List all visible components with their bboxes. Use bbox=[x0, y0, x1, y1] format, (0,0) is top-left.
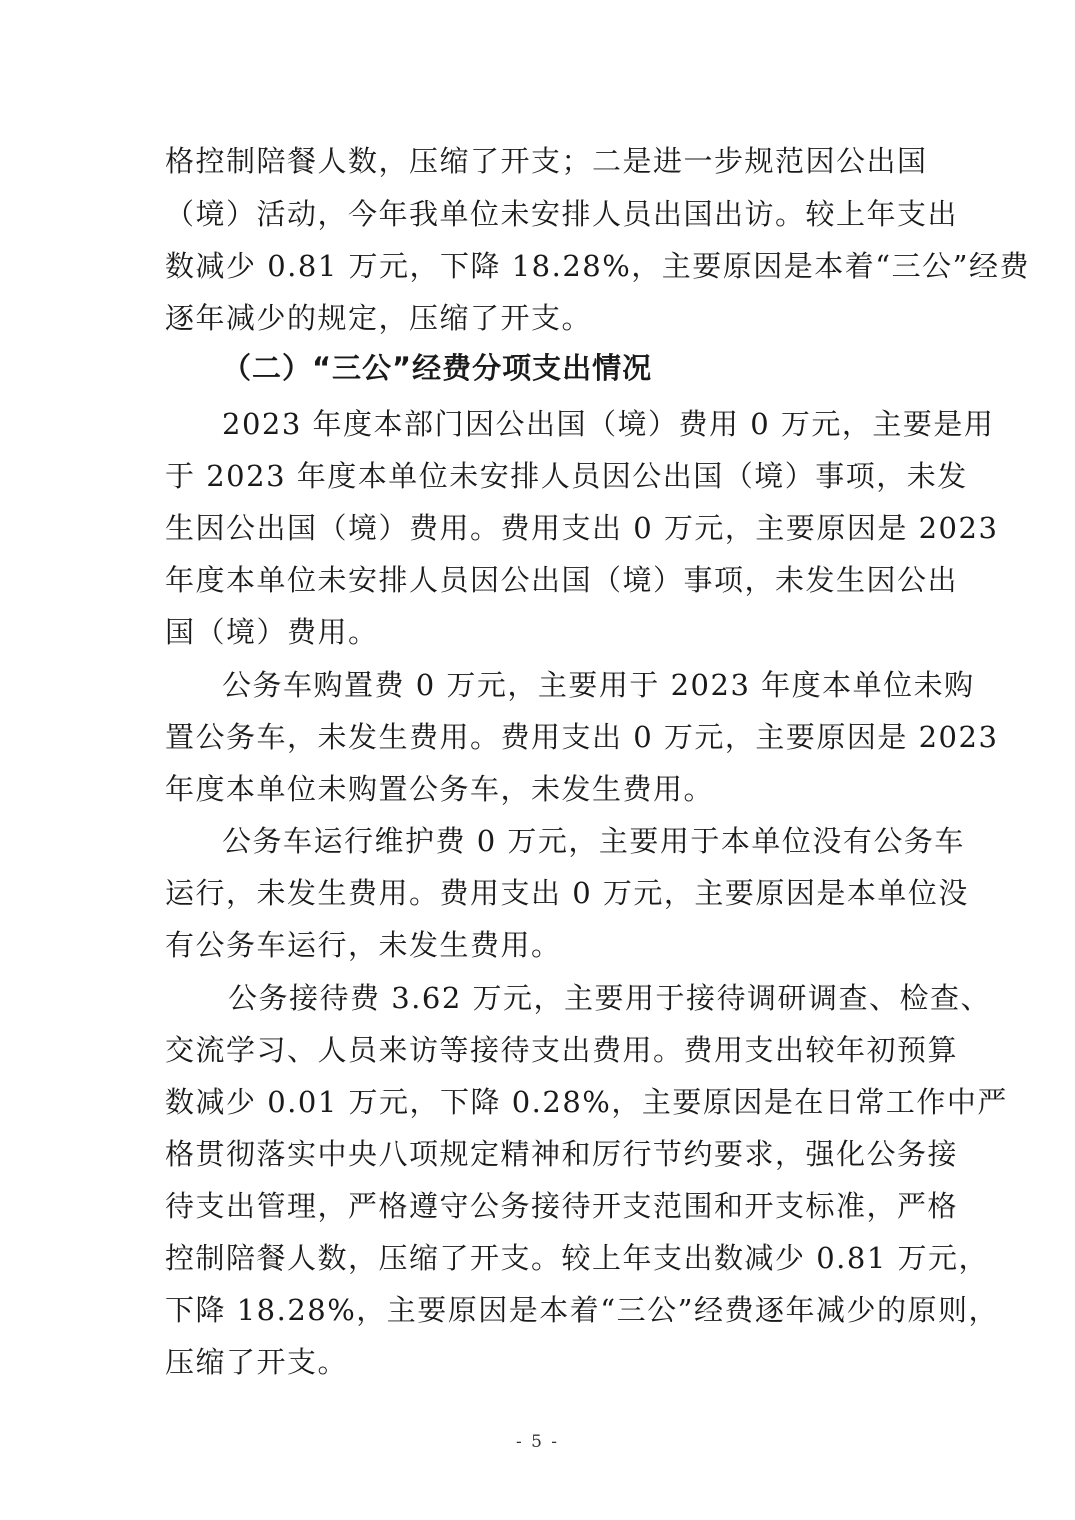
paragraph-line: 控制陪餐人数，压缩了开支。较上年支出数减少 0.81 万元， bbox=[165, 1241, 990, 1275]
paragraph-line: 年度本单位未安排人员因公出国（境）事项，未发生因公出 bbox=[165, 563, 959, 597]
section-heading: （二）“三公”经费分项支出情况 bbox=[222, 351, 653, 385]
paragraph-line: 格控制陪餐人数，压缩了开支；二是进一步规范因公出国 bbox=[165, 144, 928, 178]
paragraph-line: 公务接待费 3.62 万元，主要用于接待调研调查、检查、 bbox=[228, 981, 992, 1015]
paragraph-line: 待支出管理，严格遵守公务接待开支范围和开支标准，严格 bbox=[165, 1189, 959, 1223]
paragraph-line: 2023 年度本部门因公出国（境）费用 0 万元，主要是用 bbox=[222, 407, 995, 441]
paragraph-line: 年度本单位未购置公务车，未发生费用。 bbox=[165, 772, 715, 806]
paragraph-line: 逐年减少的规定，压缩了开支。 bbox=[165, 301, 593, 335]
paragraph-line: 公务车运行维护费 0 万元，主要用于本单位没有公务车 bbox=[222, 824, 965, 858]
paragraph-line: 下降 18.28%，主要原因是本着“三公”经费逐年减少的原则， bbox=[165, 1293, 999, 1327]
paragraph-line: 数减少 0.01 万元，下降 0.28%，主要原因是在日常工作中严 bbox=[165, 1085, 1008, 1119]
paragraph-line: 运行，未发生费用。费用支出 0 万元，主要原因是本单位没 bbox=[165, 876, 969, 910]
paragraph-line: 公务车购置费 0 万元，主要用于 2023 年度本单位未购 bbox=[222, 668, 975, 702]
paragraph-line: 数减少 0.81 万元，下降 18.28%，主要原因是本着“三公”经费 bbox=[165, 249, 1030, 283]
paragraph-line: 置公务车，未发生费用。费用支出 0 万元，主要原因是 2023 bbox=[165, 720, 999, 754]
paragraph-line: 国（境）费用。 bbox=[165, 615, 379, 649]
paragraph-line: 生因公出国（境）费用。费用支出 0 万元，主要原因是 2023 bbox=[165, 511, 999, 545]
paragraph-line: 交流学习、人员来访等接待支出费用。费用支出较年初预算 bbox=[165, 1033, 959, 1067]
page-number: - 5 - bbox=[515, 1432, 560, 1452]
paragraph-line: 压缩了开支。 bbox=[165, 1345, 349, 1379]
paragraph-line: 于 2023 年度本单位未安排人员因公出国（境）事项，未发 bbox=[165, 459, 968, 493]
paragraph-line: 有公务车运行，未发生费用。 bbox=[165, 928, 562, 962]
paragraph-line: 格贯彻落实中央八项规定精神和厉行节约要求，强化公务接 bbox=[165, 1137, 959, 1171]
paragraph-line: （境）活动，今年我单位未安排人员出国出访。较上年支出 bbox=[165, 197, 959, 231]
